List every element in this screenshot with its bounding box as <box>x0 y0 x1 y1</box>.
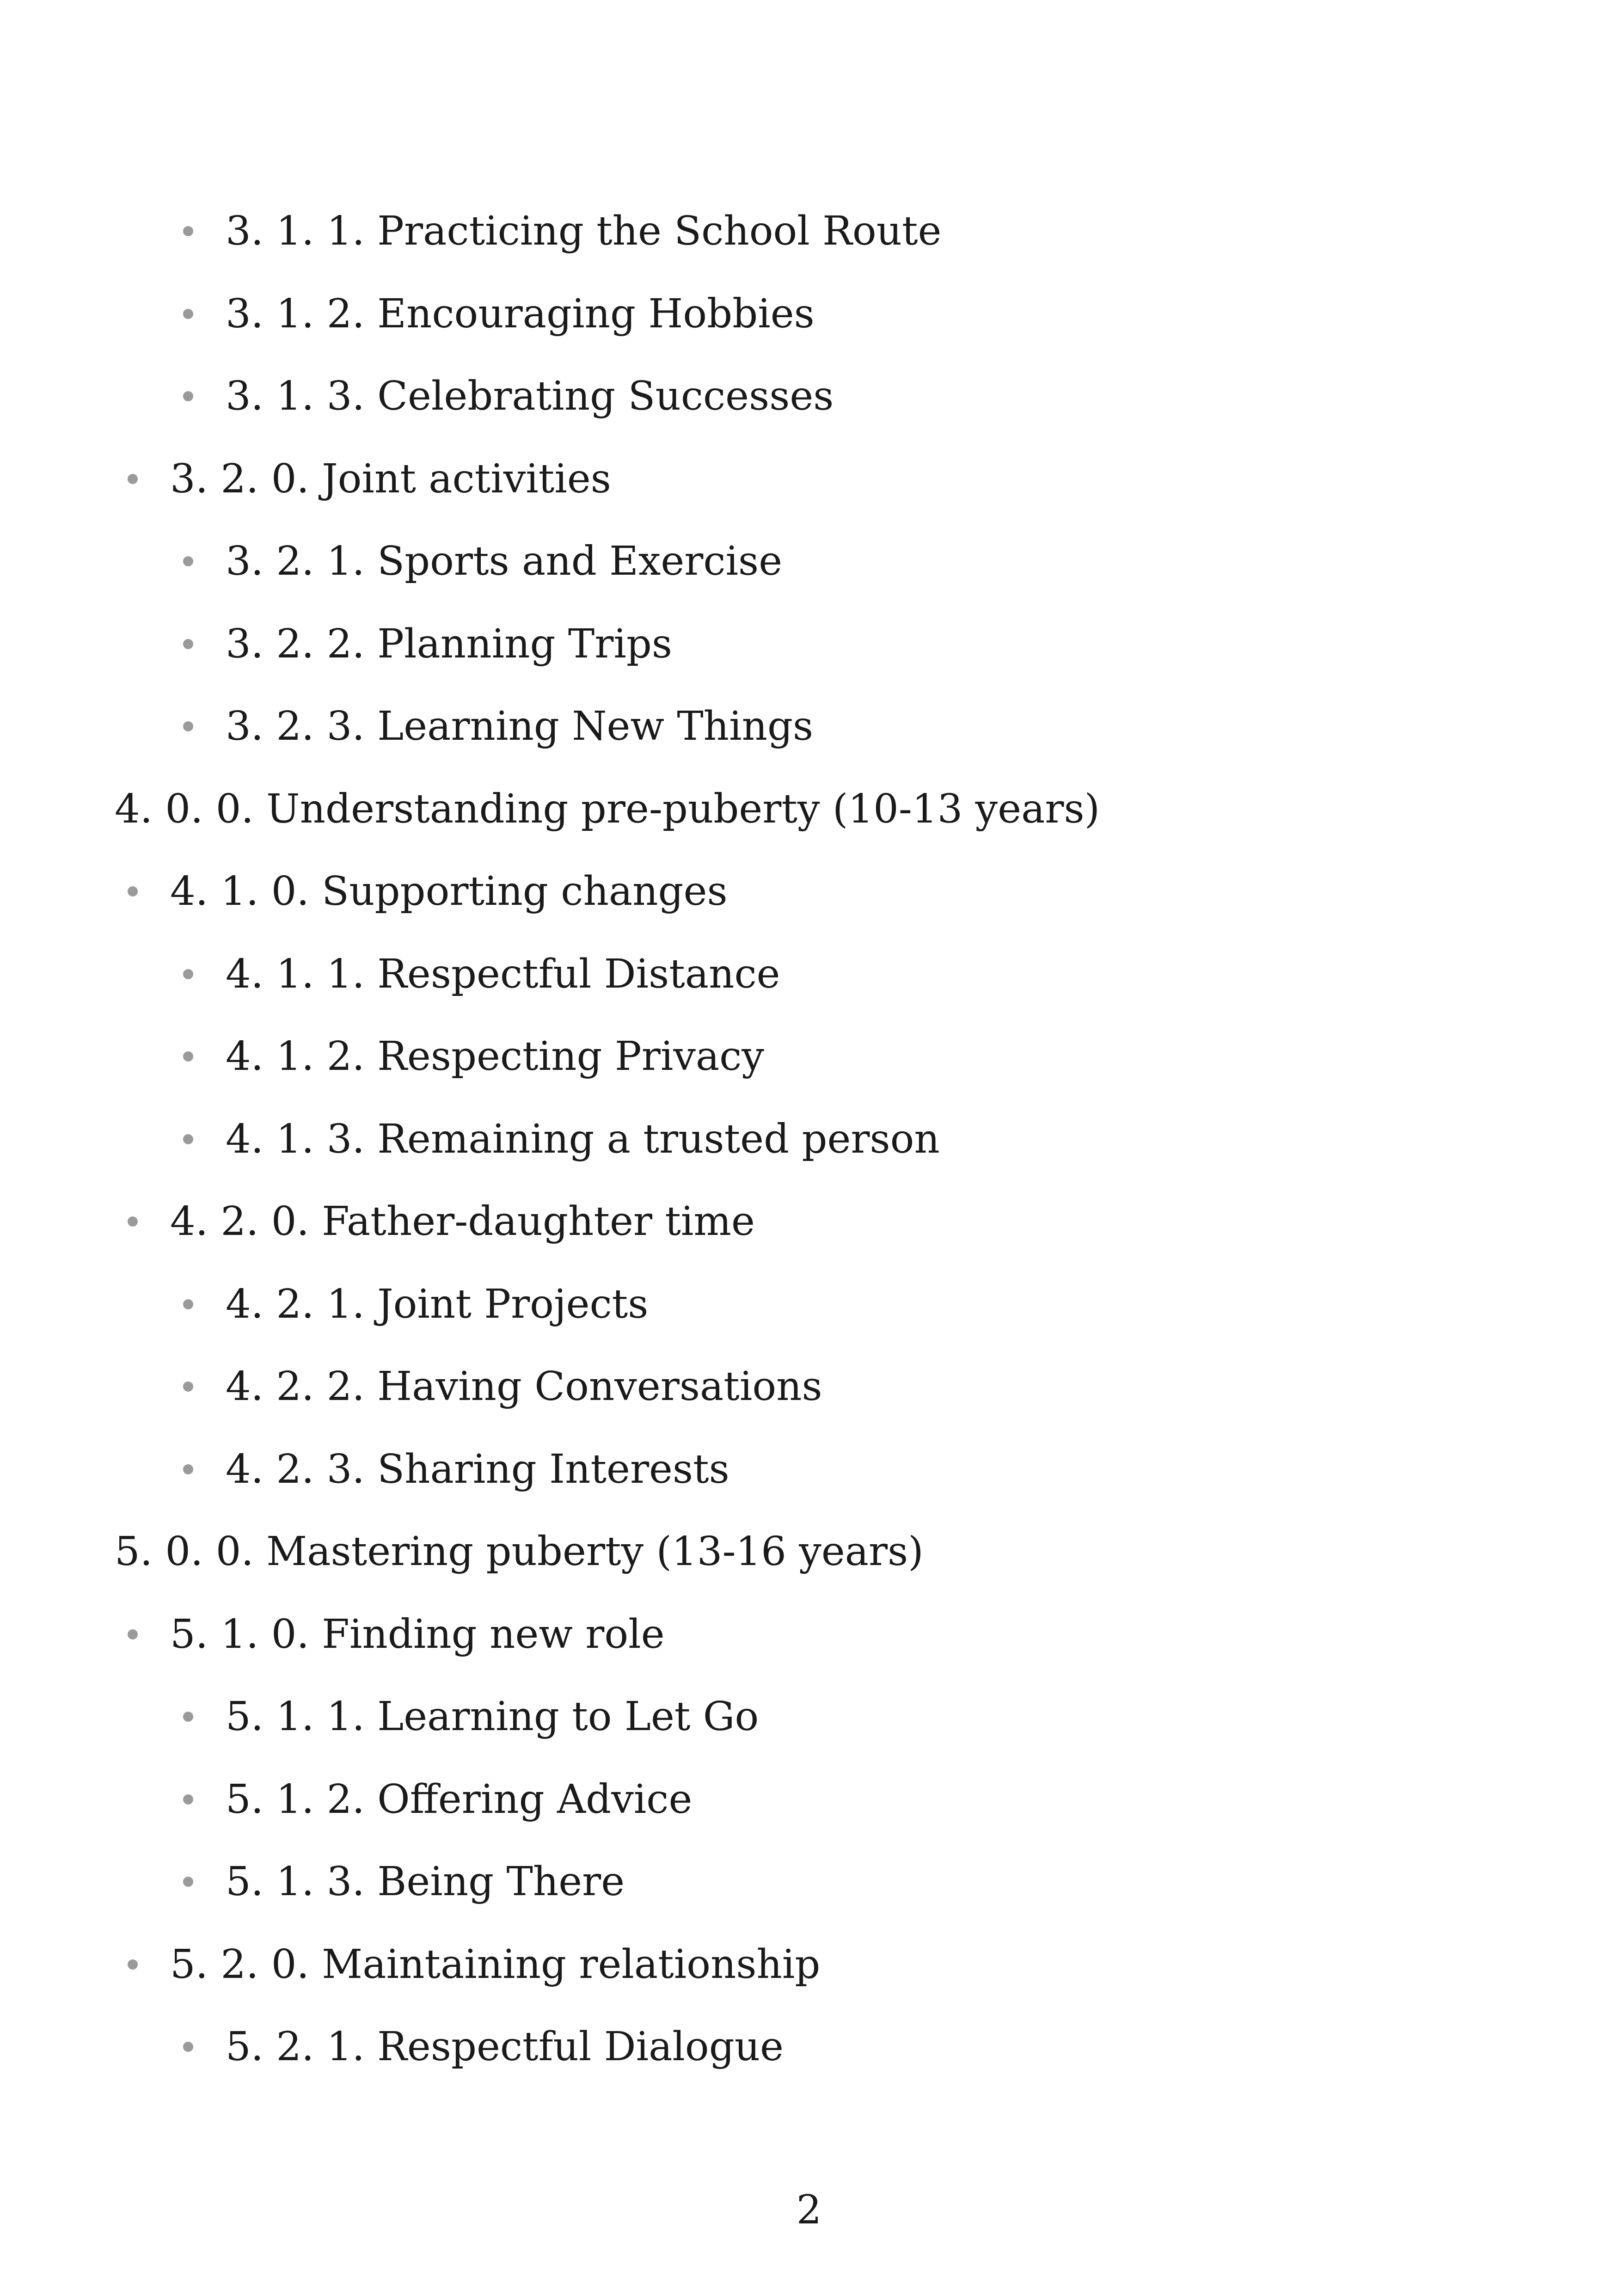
bullet-icon <box>128 1959 138 1970</box>
toc-entry-label: 3. 2. 2. Planning Trips <box>226 620 673 667</box>
bullet-icon <box>128 1216 138 1227</box>
toc-entry-label: 3. 2. 1. Sports and Exercise <box>226 538 783 584</box>
toc-entry-label: 4. 2. 2. Having Conversations <box>226 1363 822 1410</box>
toc-entry-label: 3. 2. 3. Learning New Things <box>226 703 814 749</box>
toc-entry-label: 5. 0. 0. Mastering puberty (13-16 years) <box>115 1529 924 1575</box>
toc-entry-label: 5. 1. 2. Offering Advice <box>226 1776 693 1823</box>
toc-entry-label: 4. 0. 0. Understanding pre-puberty (10-13 years) <box>115 786 1100 832</box>
toc-entry-label: 5. 1. 3. Being There <box>226 1859 625 1905</box>
toc-entry-label: 4. 1. 2. Respecting Privacy <box>226 1033 764 1080</box>
bullet-icon <box>183 391 193 401</box>
toc-entry-label: 4. 2. 1. Joint Projects <box>226 1281 649 1327</box>
toc-entry-label: 4. 1. 0. Supporting changes <box>170 868 728 915</box>
bullet-icon <box>183 1794 193 1805</box>
bullet-icon <box>128 886 138 896</box>
toc-entry-label: 5. 2. 1. Respectful Dialogue <box>226 2024 784 2070</box>
bullet-icon <box>183 969 193 979</box>
toc-entry-label: 4. 1. 1. Respectful Distance <box>226 951 780 997</box>
bullet-icon <box>183 226 193 236</box>
bullet-icon <box>183 556 193 566</box>
bullet-icon <box>128 1629 138 1639</box>
bullet-icon <box>183 1051 193 1062</box>
bullet-icon <box>128 474 138 484</box>
toc-entry-label: 4. 1. 3. Remaining a trusted person <box>226 1116 940 1162</box>
bullet-icon <box>183 1299 193 1309</box>
bullet-icon <box>183 639 193 649</box>
bullet-icon <box>183 1877 193 1887</box>
toc-entry-label: 4. 2. 3. Sharing Interests <box>226 1446 729 1492</box>
bullet-icon <box>183 1381 193 1392</box>
toc-entry-label: 4. 2. 0. Father-daughter time <box>170 1198 755 1245</box>
toc-entry-label: 3. 2. 0. Joint activities <box>170 455 611 502</box>
bullet-icon <box>183 721 193 731</box>
toc-entry-label: 3. 1. 3. Celebrating Successes <box>226 373 834 419</box>
toc-entry-label: 5. 1. 1. Learning to Let Go <box>226 1694 759 1740</box>
toc-entry-label: 3. 1. 1. Practicing the School Route <box>226 208 942 254</box>
toc-entry-label: 3. 1. 2. Encouraging Hobbies <box>226 290 815 337</box>
page-number: 2 <box>796 2187 822 2233</box>
bullet-icon <box>183 1464 193 1474</box>
bullet-icon <box>183 309 193 319</box>
toc-entry-label: 5. 2. 0. Maintaining relationship <box>170 1941 821 1988</box>
bullet-icon <box>183 1712 193 1722</box>
toc-entry-label: 5. 1. 0. Finding new role <box>170 1611 665 1658</box>
bullet-icon <box>183 2042 193 2052</box>
bullet-icon <box>183 1134 193 1144</box>
